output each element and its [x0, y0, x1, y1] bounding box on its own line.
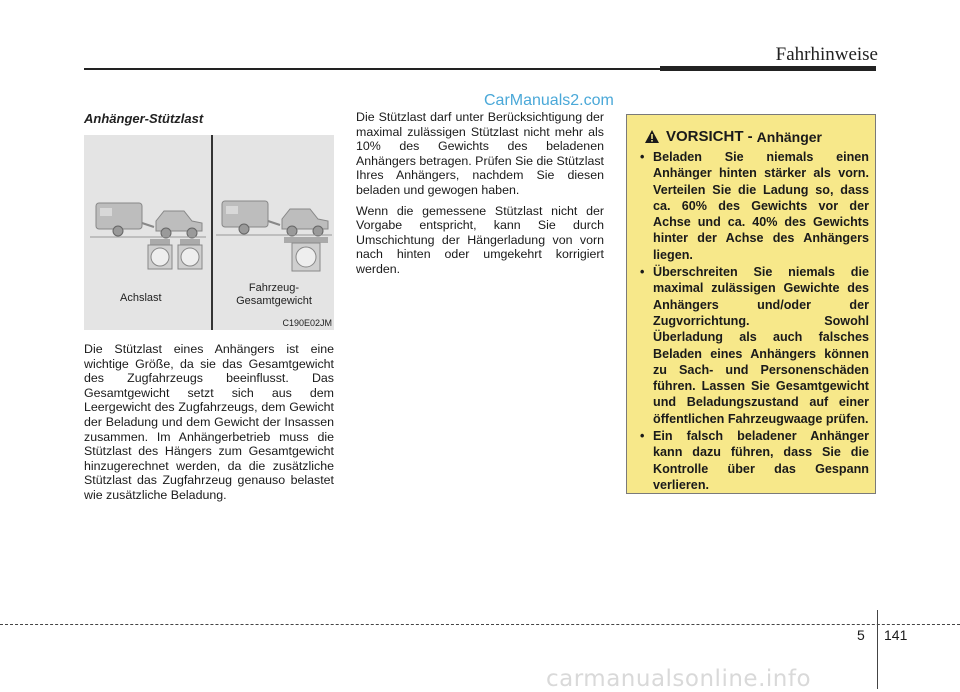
watermark-link[interactable]: CarManuals2.com	[484, 92, 614, 109]
paragraph: Wenn die gemessene Stützlast nicht der Vorgabe entspricht, kann Sie durch Umschichtung der Hängerladung von vorn nach hinten oder umgekehrt korrigiert werden.	[356, 203, 604, 276]
page-number: 141	[884, 627, 908, 643]
footer-rule	[0, 624, 960, 625]
figure-divider	[211, 135, 213, 330]
caution-subtitle: Anhänger	[756, 128, 823, 145]
gross-weight-label	[226, 282, 322, 308]
column-left-text	[84, 342, 334, 509]
caution-header	[644, 128, 822, 145]
caution-list	[637, 149, 869, 494]
footer-watermark: carmanualsonline.info	[546, 666, 812, 692]
chapter-number: 5	[857, 627, 865, 643]
caution-item: • Beladen Sie niemals einen Anhänger hinten stärker als vorn. Verteilen Sie die Ladung so, dass ca. 60% des Gewichts vor der Achse und ca. 40% des Gewichts hinter der Achse des Anhängers liegen.	[637, 149, 869, 263]
caution-item: • Überschreiten Sie niemals die maximal zulässigen Gewichte des Anhängers und/oder der Zugvorrichtung. Sowohl Überladung als auch falsches Beladen eines Anhängers können zu Sach- und Personenschäden führen. Lassen Sie Gesamtgewicht und Beladungszustand auf einer öffentlichen Fahrzeugwaage prüfen.	[637, 264, 869, 427]
paragraph: Die Stützlast darf unter Berücksichtigung der maximal zulässigen Stützlast nicht mehr als 10% des Gewichts des beladenen Anhängers betragen. Prüfen Sie die Stützlast Ihres Anhängers, nachdem Sie diesen beladen und gewogen haben.	[356, 110, 604, 197]
warning-triangle-icon	[644, 129, 660, 144]
header-rule-accent	[660, 66, 876, 71]
figure-code: C190E02JM	[282, 318, 332, 328]
axle-load-label: Achslast	[120, 292, 162, 304]
header-rule	[84, 68, 660, 70]
gross-weight-label-line2: Gesamtgewicht	[236, 295, 312, 307]
trailer-weight-figure	[84, 135, 334, 330]
caution-item: • Ein falsch beladener Anhänger kann dazu führen, dass Sie die Kontrolle über das Gespann verlieren.	[637, 428, 869, 493]
paragraph: Die Stützlast eines Anhängers ist eine wichtige Größe, da sie das Gesamtgewicht des Zugfahrzeugs beeinflusst. Das Gesamtgewicht setzt sich aus dem Leergewicht des Zugfahrzeugs, dem Gewicht der Beladung und dem Gewicht der Insassen zusammen. Im Anhängerbetrieb muss die Stützlast des Hängers zum Gesamtgewicht hinzugerechnet werden, da die zusätzliche Stützlast das Zugfahrzeug genauso belastet wie zusätzliche Beladung.	[84, 342, 334, 502]
caution-box	[626, 114, 876, 494]
subsection-title: Anhänger-Stützlast	[84, 111, 204, 126]
section-title: Fahrhinweise	[775, 44, 878, 65]
gross-weight-drawing	[216, 201, 332, 271]
axle-load-drawing	[90, 203, 206, 269]
column-middle-text	[356, 110, 604, 283]
footer-divider	[877, 610, 878, 689]
caution-title: VORSICHT -	[666, 128, 753, 145]
gross-weight-label-line1: Fahrzeug-	[248, 282, 300, 294]
